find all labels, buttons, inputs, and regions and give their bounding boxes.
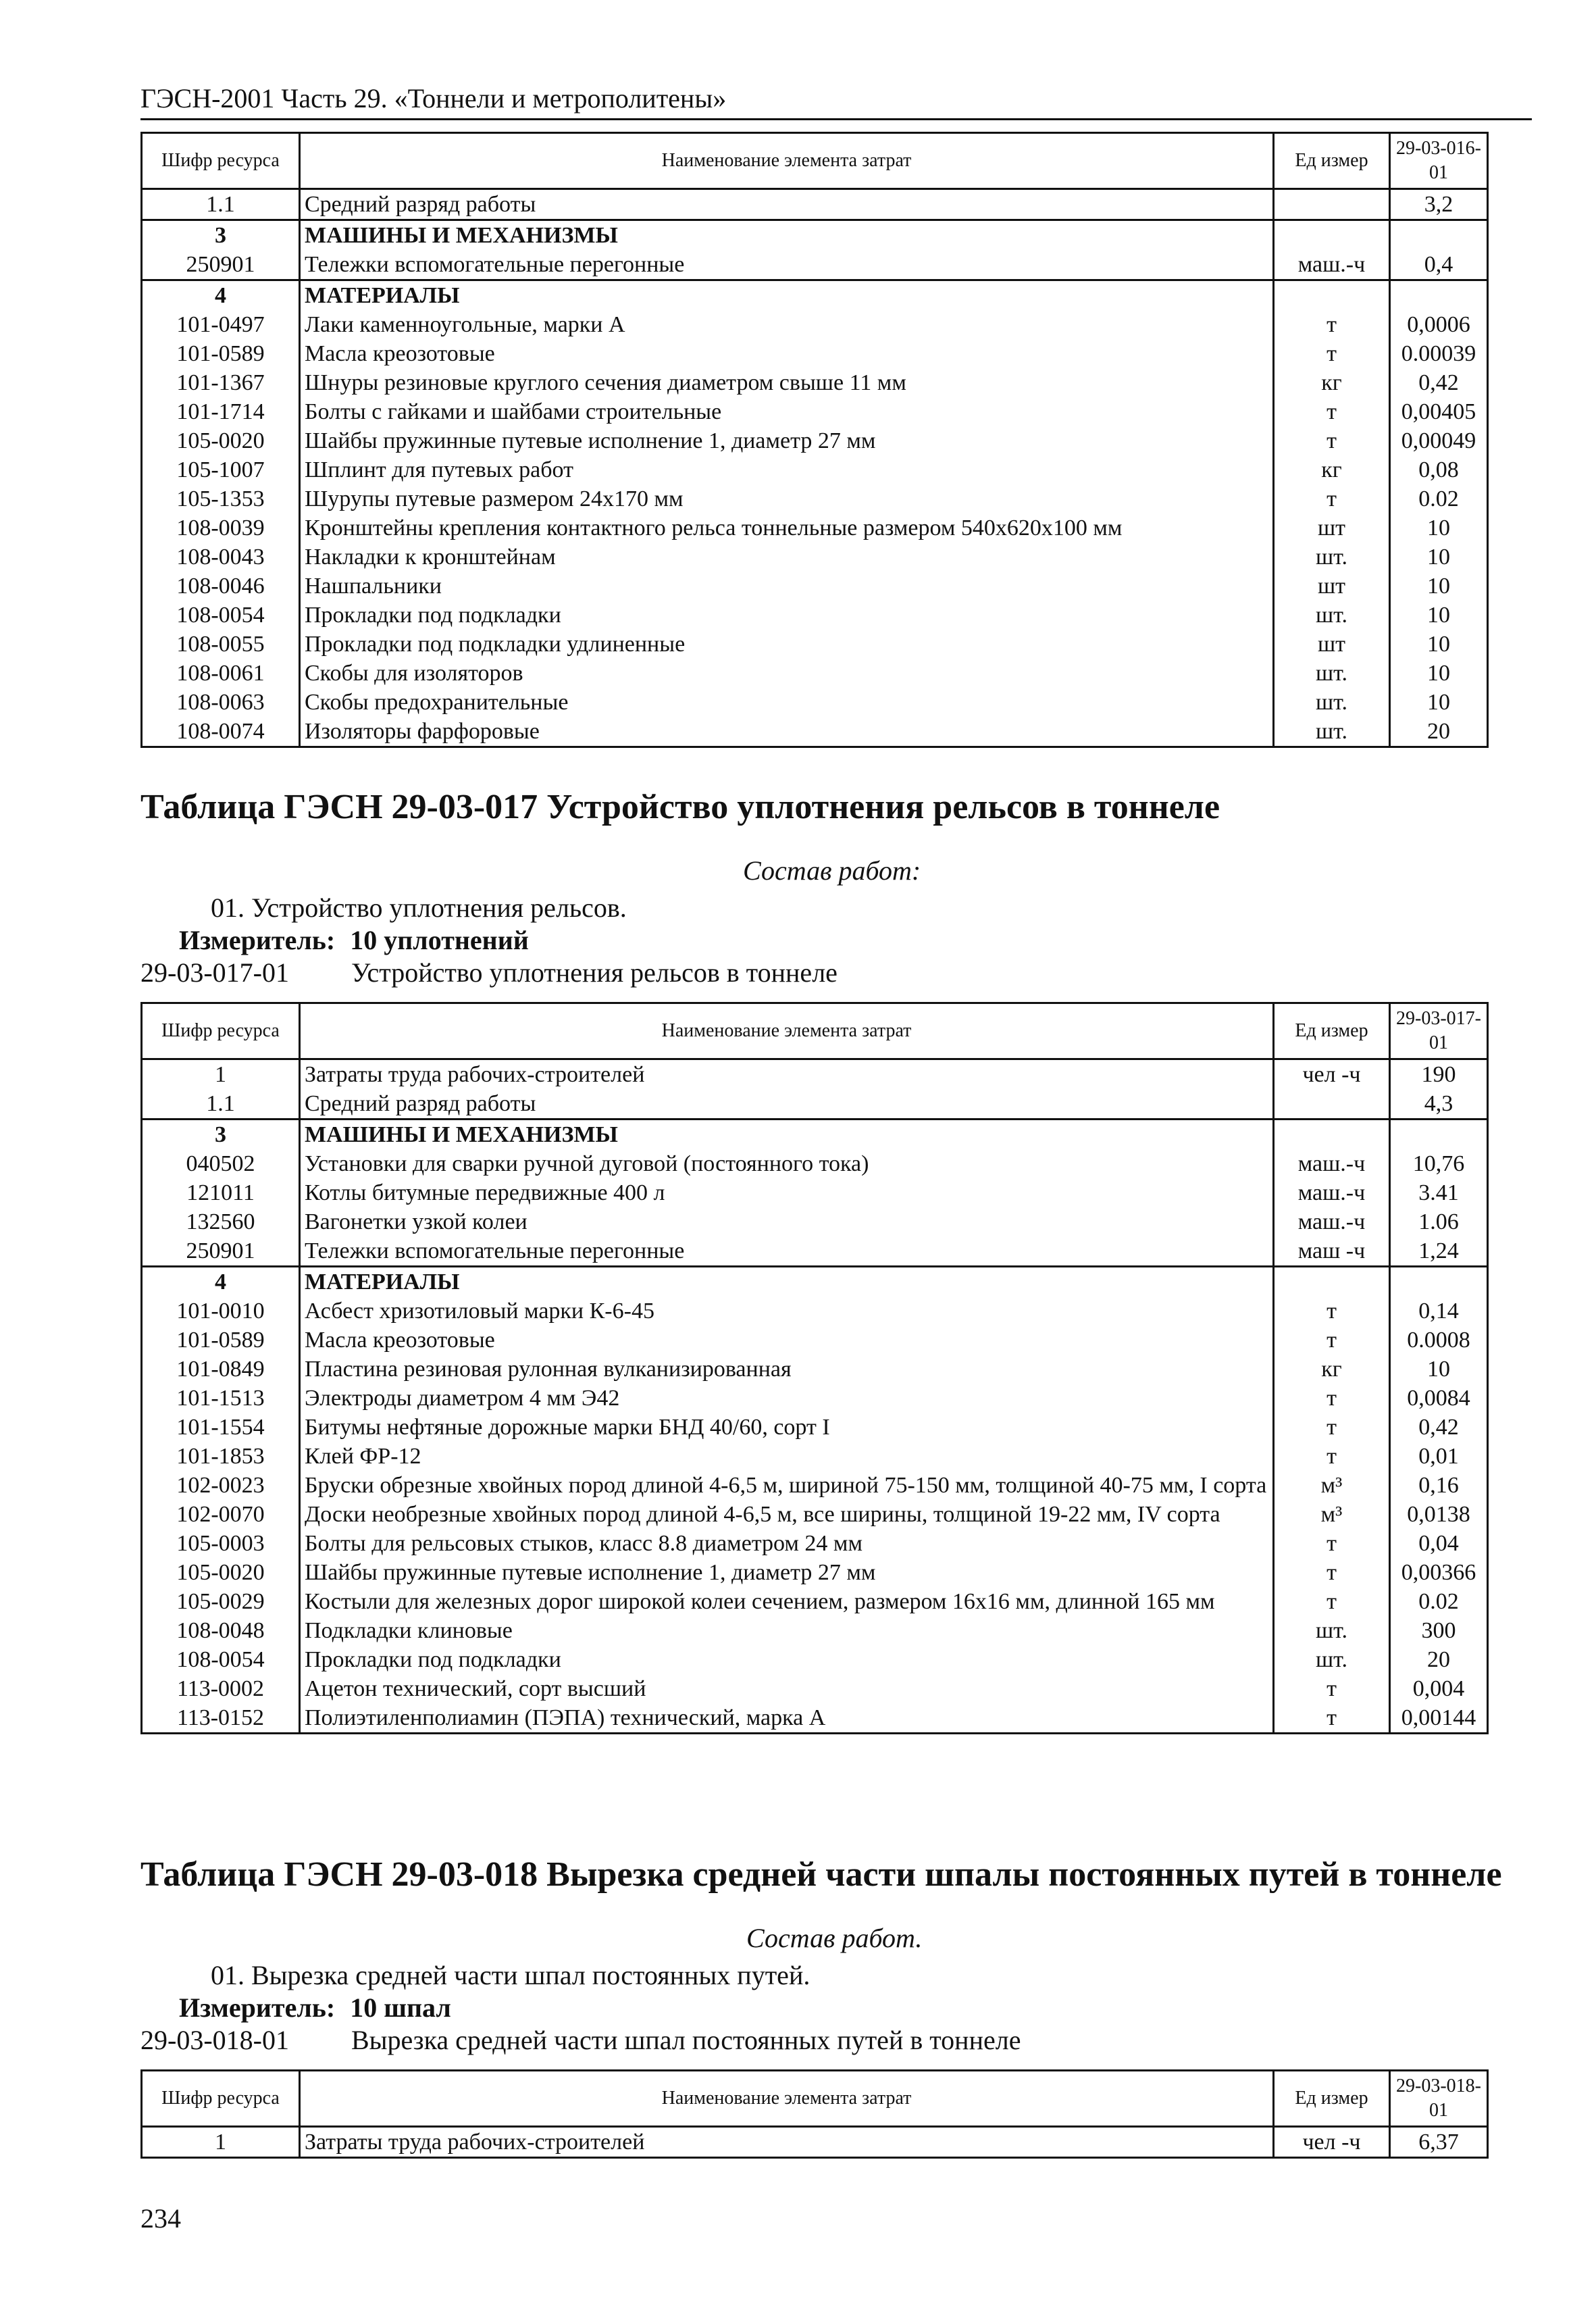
table-row: [142, 1120, 1488, 1150]
cell-name: Котлы битумные передвижные 400 л: [300, 1178, 1274, 1207]
page-number: 234: [140, 2203, 181, 2234]
cell-unit: маш.-ч: [1274, 1178, 1390, 1207]
resource-table-29-03-016: [140, 132, 1489, 748]
sostav-label: Состав работ.: [746, 1923, 923, 1953]
cell-value: 0.02: [1390, 484, 1488, 513]
cell-value: 0.0008: [1390, 1326, 1488, 1355]
cell-code: 250901: [142, 250, 300, 280]
cell-code: 101-0010: [142, 1297, 300, 1326]
cell-code: 101-1554: [142, 1413, 300, 1442]
norm-code: 29-03-017-01: [140, 957, 289, 988]
cell-value: 0,00144: [1390, 1703, 1488, 1734]
col-header-code: Шифр ресурса: [142, 1003, 300, 1059]
cell-code: 121011: [142, 1178, 300, 1207]
cell-unit: т: [1274, 1326, 1390, 1355]
cell-value: 10: [1390, 1355, 1488, 1384]
cell-name: Масла креозотовые: [300, 339, 1274, 368]
table-row: [142, 220, 1488, 251]
cell-code: 101-0497: [142, 310, 300, 339]
table-row: [142, 1616, 1488, 1645]
cell-name: Болты с гайками и шайбами строительные: [300, 397, 1274, 426]
table-row: [142, 1326, 1488, 1355]
cell-value: 3,2: [1390, 189, 1488, 220]
work-item: 01. Вырезка средней части шпал постоянных путей.: [211, 1960, 810, 1990]
cell-name: Полиэтиленполиамин (ПЭПА) технический, марка А: [300, 1703, 1274, 1734]
cell-code: 108-0046: [142, 572, 300, 601]
cell-value: 10: [1390, 630, 1488, 659]
measure-value: 10 уплотнений: [350, 925, 529, 955]
cell-name: Вагонетки узкой колеи: [300, 1207, 1274, 1236]
cell-unit: кг: [1274, 368, 1390, 397]
cell-value: 190: [1390, 1059, 1488, 1090]
cell-value: [1390, 220, 1488, 251]
cell-value: 0.00039: [1390, 339, 1488, 368]
cell-code: 113-0002: [142, 1674, 300, 1703]
table-row: [142, 1500, 1488, 1529]
table-row: [142, 1059, 1488, 1090]
table-row: [142, 250, 1488, 280]
cell-name: МАТЕРИАЛЫ: [300, 280, 1274, 311]
cell-code: 108-0043: [142, 543, 300, 572]
cell-code: 1.1: [142, 189, 300, 220]
cell-value: 0,08: [1390, 455, 1488, 484]
col-header-unit: Ед измер: [1274, 133, 1390, 189]
cell-unit: т: [1274, 339, 1390, 368]
cell-name: Клей ФР-12: [300, 1442, 1274, 1471]
table-row: [142, 1149, 1488, 1178]
cell-name: Затраты труда рабочих-строителей: [300, 1059, 1274, 1090]
cell-unit: шт: [1274, 630, 1390, 659]
cell-name: Лаки каменноугольные, марки А: [300, 310, 1274, 339]
table-row: [142, 1587, 1488, 1616]
sostav-label: Состав работ:: [743, 855, 921, 886]
cell-code: 4: [142, 280, 300, 311]
page-header: ГЭСН-2001 Часть 29. «Тоннели и метрополитены»: [140, 83, 727, 114]
cell-code: 105-0020: [142, 426, 300, 455]
cell-name: Ацетон технический, сорт высший: [300, 1674, 1274, 1703]
cell-name: Установки для сварки ручной дуговой (постоянного тока): [300, 1149, 1274, 1178]
cell-code: 105-0029: [142, 1587, 300, 1616]
table-row: [142, 1267, 1488, 1297]
table-row: [142, 310, 1488, 339]
cell-unit: т: [1274, 1413, 1390, 1442]
col-header-name: Наименование элемента затрат: [300, 133, 1274, 189]
cell-unit: [1274, 280, 1390, 311]
cell-unit: [1274, 220, 1390, 251]
cell-code: 101-1367: [142, 368, 300, 397]
norm-name: Устройство уплотнения рельсов в тоннеле: [351, 957, 838, 988]
cell-value: 0,42: [1390, 1413, 1488, 1442]
cell-unit: т: [1274, 1297, 1390, 1326]
table-row: [142, 484, 1488, 513]
table-row: [142, 189, 1488, 220]
table-row: [142, 1089, 1488, 1120]
table-row: [142, 630, 1488, 659]
cell-code: 101-0589: [142, 339, 300, 368]
cell-unit: шт.: [1274, 601, 1390, 630]
cell-unit: т: [1274, 426, 1390, 455]
col-header-name: Наименование элемента затрат: [300, 1003, 1274, 1059]
cell-unit: т: [1274, 1529, 1390, 1558]
cell-value: 10: [1390, 543, 1488, 572]
cell-code: 108-0048: [142, 1616, 300, 1645]
cell-name: Средний разряд работы: [300, 1089, 1274, 1120]
cell-name: Подкладки клиновые: [300, 1616, 1274, 1645]
col-header-value: 29-03-018-01: [1390, 2071, 1488, 2127]
col-header-value: 29-03-016-01: [1390, 133, 1488, 189]
cell-value: 10: [1390, 572, 1488, 601]
table-row: [142, 1529, 1488, 1558]
cell-name: Шайбы пружинные путевые исполнение 1, диаметр 27 мм: [300, 1558, 1274, 1587]
cell-name: Костыли для железных дорог широкой колеи сечением, размером 16x16 мм, длинной 165 мм: [300, 1587, 1274, 1616]
cell-unit: маш.-ч: [1274, 1149, 1390, 1178]
cell-code: 108-0054: [142, 601, 300, 630]
cell-unit: шт.: [1274, 717, 1390, 747]
col-header-unit: Ед измер: [1274, 1003, 1390, 1059]
cell-code: 105-1353: [142, 484, 300, 513]
cell-value: 0,04: [1390, 1529, 1488, 1558]
cell-name: Битумы нефтяные дорожные марки БНД 40/60, сорт I: [300, 1413, 1274, 1442]
cell-unit: чел -ч: [1274, 2127, 1390, 2158]
cell-value: 10: [1390, 601, 1488, 630]
table-row: [142, 1384, 1488, 1413]
cell-unit: кг: [1274, 1355, 1390, 1384]
table-row: [142, 1297, 1488, 1326]
table-row: [142, 1236, 1488, 1267]
cell-value: 0,00405: [1390, 397, 1488, 426]
col-header-unit: Ед измер: [1274, 2071, 1390, 2127]
cell-value: 0.02: [1390, 1587, 1488, 1616]
cell-name: Доски необрезные хвойных пород длиной 4-6,5 м, все ширины, толщиной 19-22 мм, IV сорта: [300, 1500, 1274, 1529]
table-row: [142, 1703, 1488, 1734]
cell-name: Прокладки под подкладки: [300, 1645, 1274, 1674]
table-row: [142, 572, 1488, 601]
work-item: 01. Устройство уплотнения рельсов.: [211, 892, 627, 923]
cell-name: Болты для рельсовых стыков, класс 8.8 диаметром 24 мм: [300, 1529, 1274, 1558]
cell-name: Шнуры резиновые круглого сечения диаметром свыше 11 мм: [300, 368, 1274, 397]
cell-unit: шт.: [1274, 659, 1390, 688]
cell-value: 20: [1390, 1645, 1488, 1674]
cell-code: 108-0039: [142, 513, 300, 543]
cell-unit: т: [1274, 397, 1390, 426]
table-row: [142, 513, 1488, 543]
cell-name: Электроды диаметром 4 мм Э42: [300, 1384, 1274, 1413]
cell-name: Затраты труда рабочих-строителей: [300, 2127, 1274, 2158]
cell-code: 4: [142, 1267, 300, 1297]
cell-code: 101-0849: [142, 1355, 300, 1384]
cell-name: Асбест хризотиловый марки К-6-45: [300, 1297, 1274, 1326]
table-row: [142, 1674, 1488, 1703]
cell-value: 0,0006: [1390, 310, 1488, 339]
cell-unit: [1274, 1120, 1390, 1150]
measure-label: Измеритель:: [179, 925, 336, 955]
cell-value: 1,24: [1390, 1236, 1488, 1267]
cell-value: 10: [1390, 688, 1488, 717]
cell-name: Накладки к кронштейнам: [300, 543, 1274, 572]
cell-unit: чел -ч: [1274, 1059, 1390, 1090]
cell-unit: т: [1274, 1587, 1390, 1616]
cell-unit: шт: [1274, 572, 1390, 601]
cell-code: 108-0061: [142, 659, 300, 688]
cell-code: 1: [142, 1059, 300, 1090]
col-header-value: 29-03-017-01: [1390, 1003, 1488, 1059]
cell-unit: [1274, 1267, 1390, 1297]
cell-value: [1390, 1267, 1488, 1297]
table-row: [142, 455, 1488, 484]
measure-line: [179, 1992, 451, 2023]
resource-table-29-03-018: [140, 2069, 1489, 2159]
cell-unit: т: [1274, 484, 1390, 513]
cell-unit: т: [1274, 1703, 1390, 1734]
cell-unit: т: [1274, 1558, 1390, 1587]
table-row: [142, 1413, 1488, 1442]
cell-name: Прокладки под подкладки удлиненные: [300, 630, 1274, 659]
cell-value: 20: [1390, 717, 1488, 747]
cell-code: 132560: [142, 1207, 300, 1236]
cell-unit: м³: [1274, 1500, 1390, 1529]
cell-name: Скобы для изоляторов: [300, 659, 1274, 688]
cell-unit: т: [1274, 1384, 1390, 1413]
cell-unit: шт: [1274, 513, 1390, 543]
cell-value: 10: [1390, 513, 1488, 543]
col-header-name: Наименование элемента затрат: [300, 2071, 1274, 2127]
measure-label: Измеритель:: [179, 1992, 336, 2023]
table-row: [142, 601, 1488, 630]
cell-code: 101-0589: [142, 1326, 300, 1355]
cell-code: 1.1: [142, 1089, 300, 1120]
cell-value: 3.41: [1390, 1178, 1488, 1207]
cell-value: 0,00366: [1390, 1558, 1488, 1587]
cell-name: МАШИНЫ И МЕХАНИЗМЫ: [300, 1120, 1274, 1150]
cell-code: 102-0070: [142, 1500, 300, 1529]
cell-name: Масла креозотовые: [300, 1326, 1274, 1355]
cell-name: Прокладки под подкладки: [300, 601, 1274, 630]
cell-unit: [1274, 1089, 1390, 1120]
cell-unit: маш.-ч: [1274, 250, 1390, 280]
cell-code: 102-0023: [142, 1471, 300, 1500]
table-row: [142, 339, 1488, 368]
cell-name: Изоляторы фарфоровые: [300, 717, 1274, 747]
section-title-29-03-018: Таблица ГЭСН 29-03-018 Вырезка средней части шпалы постоянных путей в тоннеле: [140, 1855, 1502, 1894]
norm-name: Вырезка средней части шпал постоянных путей в тоннеле: [351, 2025, 1021, 2055]
cell-unit: т: [1274, 1442, 1390, 1471]
cell-name: Тележки вспомогательные перегонные: [300, 1236, 1274, 1267]
cell-value: [1390, 280, 1488, 311]
cell-code: 101-1853: [142, 1442, 300, 1471]
table-row: [142, 426, 1488, 455]
cell-unit: м³: [1274, 1471, 1390, 1500]
resource-table-29-03-017: [140, 1002, 1489, 1734]
cell-unit: маш.-ч: [1274, 1207, 1390, 1236]
cell-name: Бруски обрезные хвойных пород длиной 4-6,5 м, шириной 75-150 мм, толщиной 40-75 мм, I сорта: [300, 1471, 1274, 1500]
cell-unit: шт.: [1274, 688, 1390, 717]
cell-value: 300: [1390, 1616, 1488, 1645]
table-row: [142, 397, 1488, 426]
cell-name: Нашпальники: [300, 572, 1274, 601]
measure-value: 10 шпал: [350, 1992, 451, 2023]
cell-code: 3: [142, 220, 300, 251]
table-row: [142, 688, 1488, 717]
header-rule: [140, 118, 1532, 120]
cell-unit: шт.: [1274, 543, 1390, 572]
cell-code: 101-1513: [142, 1384, 300, 1413]
col-header-code: Шифр ресурса: [142, 133, 300, 189]
table-row: [142, 368, 1488, 397]
cell-value: 0,004: [1390, 1674, 1488, 1703]
cell-code: 250901: [142, 1236, 300, 1267]
cell-name: Пластина резиновая рулонная вулканизированная: [300, 1355, 1274, 1384]
cell-value: 0,16: [1390, 1471, 1488, 1500]
cell-code: 105-1007: [142, 455, 300, 484]
table-row: [142, 1207, 1488, 1236]
cell-value: 6,37: [1390, 2127, 1488, 2158]
cell-value: 0,14: [1390, 1297, 1488, 1326]
table-row: [142, 717, 1488, 747]
cell-value: 1.06: [1390, 1207, 1488, 1236]
cell-unit: т: [1274, 1674, 1390, 1703]
cell-code: 1: [142, 2127, 300, 2158]
table-row: [142, 543, 1488, 572]
cell-name: Шурупы путевые размером 24x170 мм: [300, 484, 1274, 513]
cell-value: 0,01: [1390, 1442, 1488, 1471]
cell-value: 4,3: [1390, 1089, 1488, 1120]
cell-unit: маш -ч: [1274, 1236, 1390, 1267]
cell-value: 10,76: [1390, 1149, 1488, 1178]
norm-code: 29-03-018-01: [140, 2025, 289, 2055]
cell-name: Шплинт для путевых работ: [300, 455, 1274, 484]
table-row: [142, 2127, 1488, 2158]
cell-value: [1390, 1120, 1488, 1150]
measure-line: [179, 924, 529, 956]
cell-code: 108-0054: [142, 1645, 300, 1674]
cell-code: 108-0063: [142, 688, 300, 717]
table-row: [142, 280, 1488, 311]
cell-name: МАТЕРИАЛЫ: [300, 1267, 1274, 1297]
cell-unit: шт.: [1274, 1616, 1390, 1645]
cell-value: 0,42: [1390, 368, 1488, 397]
cell-value: 0,0138: [1390, 1500, 1488, 1529]
cell-name: МАШИНЫ И МЕХАНИЗМЫ: [300, 220, 1274, 251]
cell-value: 10: [1390, 659, 1488, 688]
cell-code: 113-0152: [142, 1703, 300, 1734]
section-title-29-03-017: Таблица ГЭСН 29-03-017 Устройство уплотнения рельсов в тоннеле: [140, 788, 1220, 826]
cell-name: Скобы предохранительные: [300, 688, 1274, 717]
cell-code: 105-0003: [142, 1529, 300, 1558]
cell-value: 0,4: [1390, 250, 1488, 280]
cell-value: 0,0084: [1390, 1384, 1488, 1413]
cell-unit: [1274, 189, 1390, 220]
cell-name: Шайбы пружинные путевые исполнение 1, диаметр 27 мм: [300, 426, 1274, 455]
table-row: [142, 659, 1488, 688]
cell-name: Тележки вспомогательные перегонные: [300, 250, 1274, 280]
cell-code: 040502: [142, 1149, 300, 1178]
table-row: [142, 1471, 1488, 1500]
table-row: [142, 1178, 1488, 1207]
cell-name: Кронштейны крепления контактного рельса тоннельные размером 540x620x100 мм: [300, 513, 1274, 543]
table-row: [142, 1355, 1488, 1384]
cell-code: 105-0020: [142, 1558, 300, 1587]
col-header-code: Шифр ресурса: [142, 2071, 300, 2127]
cell-value: 0,00049: [1390, 426, 1488, 455]
table-row: [142, 1645, 1488, 1674]
cell-code: 108-0055: [142, 630, 300, 659]
cell-code: 108-0074: [142, 717, 300, 747]
cell-code: 3: [142, 1120, 300, 1150]
cell-unit: кг: [1274, 455, 1390, 484]
cell-name: Средний разряд работы: [300, 189, 1274, 220]
table-row: [142, 1558, 1488, 1587]
cell-unit: шт.: [1274, 1645, 1390, 1674]
cell-code: 101-1714: [142, 397, 300, 426]
table-row: [142, 1442, 1488, 1471]
cell-unit: т: [1274, 310, 1390, 339]
